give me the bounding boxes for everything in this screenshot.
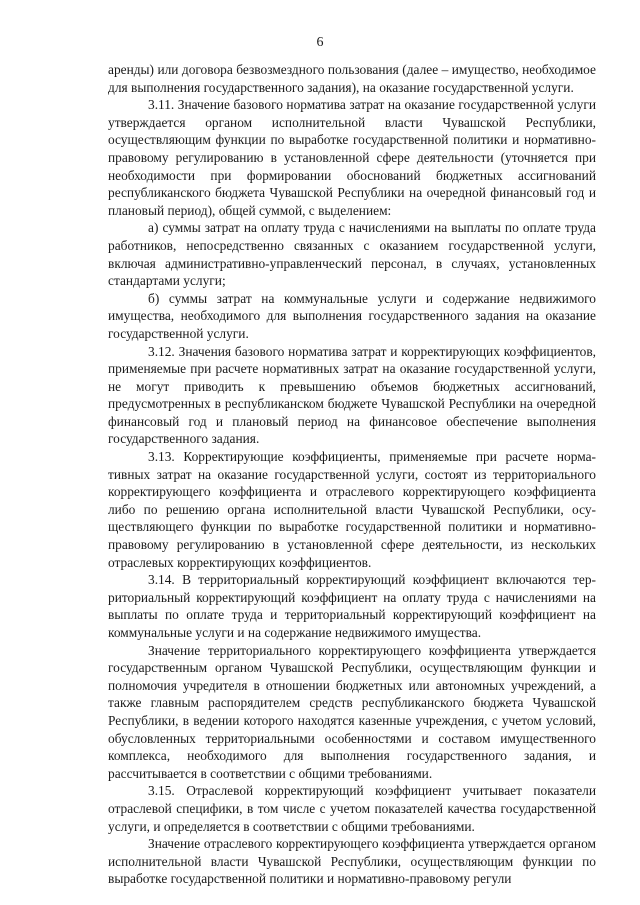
paragraph-item-a: а) суммы затрат на оплату труда с начислениями на выплаты по оплате труда работников, непосредственно связанных с оказанием государственной услуги, включая административно-управленческий персонал, в случаях, установленных стандартами услуги; [108,220,596,289]
paragraph-item-b: б) суммы затрат на коммунальные услуги и содержание недвижимого имущества, необходимого для выполнения государственного задания на оказание государственной услуги. [108,290,596,341]
paragraph-3-14: 3.14. В территориальный корректирующий коэффициент включаются территориальный корректирующий коэффициент на оплату труда с начислениями на выплаты по оплате труда и территориальный корректирующий коэффициент на коммунальные услуги и на содержание недвижимого имущества. [108,572,596,640]
paragraph-3-13: 3.13. Корректирующие коэффициенты, применяемые при расчете нормативных затрат на оказание государственной услуги, состоят из территориального корректирующего коэффициента и отраслевого корректирующего коэффициента либо по решению органа исполнительной власти Чувашской Республики, осуществляющего функции по выработке государственной политики и нормативно-правовому регулированию в установленной сфере деятельности, из нескольких отраслевых корректирующих коэффициентов. [108,449,596,570]
paragraph-territorial-coefficient: Значение территориального корректирующего коэффициента утверждается государственным органом Чувашской Республики, осуществляющим функции и полномочия учредителя в отношении бюджетных или автономных учреждений, а также главным распорядителем средств республиканского бюджета Чувашской Республики, в ведении которого находятся казенные учреждения, с учетом условий, обусловленных территориальными особенностями и составом имущественного комплекса, необходимого для выполнения государственного задания, и рассчитывается в соответствии с общими требованиями. [108,642,596,781]
paragraph-3-15: 3.15. Отраслевой корректирующий коэффициент учитывает показатели отраслевой специфики, в том числе с учетом показателей качества государственной услуги, и определяется в соответствии с общими требованиями. [108,783,596,834]
paragraph-sectoral-coefficient: Значение отраслевого корректирующего коэффициента утверждается органом исполнительной власти Чувашской Республики, осуществляющим функции по выработке государственной политики и нормативно-правовому регули [108,836,596,887]
paragraph-3-12: 3.12. Значения базового норматива затрат и корректирующих коэффициентов, применяемые при расчете нормативных затрат на оказание государственной услуги, не могут приводить к превышению объемов бюджетных ассигнований, предусмотренных в республиканском бюджете Чувашской Республики на очередной финансовый год и плановый период на финансовое обеспечение выполнения государственного задания. [108,343,596,447]
paragraph-3-11: 3.11. Значение базового норматива затрат на оказание государственной услуги утверждается органом исполнительной власти Чувашской Республики, осуществляющим функции по выработке государственной политики и нормативно-правовому регулированию в установленной сфере деятельности (уточняется при необходимости при формировании обоснований бюджетных ассигнований республиканского бюджета Чувашской Республики на очередной финансовый год и плановый период), общей суммой, с выделением: [108,97,596,218]
paragraph-continuation: аренды) или договора безвозмездного пользования (далее – имущество, необходимое для выполнения государственного задания), на оказание государственной услуги. [108,62,596,95]
document-body [108,61,596,888]
page-number: 6 [316,35,324,50]
